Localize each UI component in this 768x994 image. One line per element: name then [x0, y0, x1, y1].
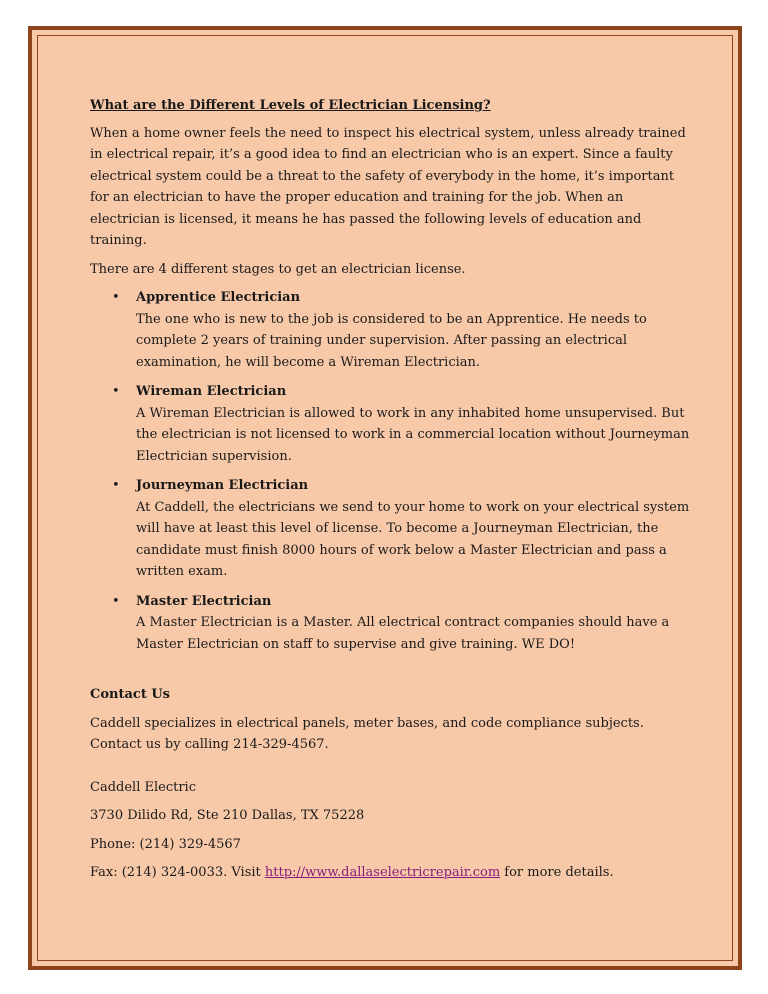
- website-link[interactable]: http://www.dallaselectricrepair.com: [264, 865, 501, 880]
- level-title: Apprentice Electrician: [136, 290, 301, 305]
- licensing-levels-list: [90, 287, 690, 655]
- level-description: A Wireman Electrician is allowed to work in any inhabited home unsupervised. But the electrician is not licensed to work in a commercial location without Journeyman Electrician supervision.: [136, 405, 690, 464]
- fax-text: Fax: (214) 324-0033. Visit: [90, 865, 265, 880]
- level-title: Master Electrician: [136, 593, 272, 609]
- level-description: A Master Electrician is a Master. All electrical contract companies should have a Master Electrician on staff to supervise and give training. WE DO!: [136, 615, 670, 652]
- level-description: The one who is new to the job is considered to be an Apprentice. He needs to complete 2 years of training under supervision. After passing an electrical examination, he will become a Wireman Electrician.: [136, 311, 647, 370]
- bullet-icon: •: [112, 290, 120, 305]
- list-item: [90, 381, 690, 467]
- contact-heading: Contact Us: [90, 687, 170, 702]
- spacer: [90, 763, 690, 777]
- list-item: [90, 591, 690, 656]
- company-phone: Phone: (214) 329-4567: [90, 836, 241, 852]
- intro-paragraph: When a home owner feels the need to inspect his electrical system, unless already trained in electrical repair, it’s a good idea to find an electrician who is an expert. Since a faulty electrical system could be a threat to the safety of everybody in the home, it’s important for an electrician to have the proper education and training for the job. When an electrician is licensed, it means he has passed the following levels of education and training.: [90, 125, 686, 248]
- bullet-icon: •: [112, 478, 120, 493]
- document-content: [90, 95, 690, 891]
- article-heading: What are the Different Levels of Electrician Licensing?: [90, 98, 491, 113]
- document-page: [28, 26, 742, 970]
- list-item: [90, 475, 690, 583]
- fax-suffix: for more details.: [500, 865, 614, 880]
- spacer: [90, 663, 690, 684]
- company-address: 3730 Dilido Rd, Ste 210 Dallas, TX 75228: [90, 808, 365, 823]
- company-name: Caddell Electric: [90, 779, 196, 795]
- level-description: At Caddell, the electricians we send to your home to work on your electrical system will have at least this level of license. To become a Journeyman Electrician, the candidate must finish 8000 hours of work below a Master Electrician and pass a written exam.: [136, 499, 690, 579]
- bullet-icon: •: [112, 593, 120, 609]
- company-fax-line: [90, 862, 690, 884]
- stages-intro: There are 4 different stages to get an electrician license.: [90, 261, 466, 277]
- contact-text: Caddell specializes in electrical panels, meter bases, and code compliance subjects. Contact us by calling 214-329-4567.: [90, 715, 644, 752]
- list-item: [90, 287, 690, 373]
- bullet-icon: •: [112, 384, 120, 399]
- level-title: Journeyman Electrician: [136, 478, 309, 493]
- level-title: Wireman Electrician: [136, 384, 287, 399]
